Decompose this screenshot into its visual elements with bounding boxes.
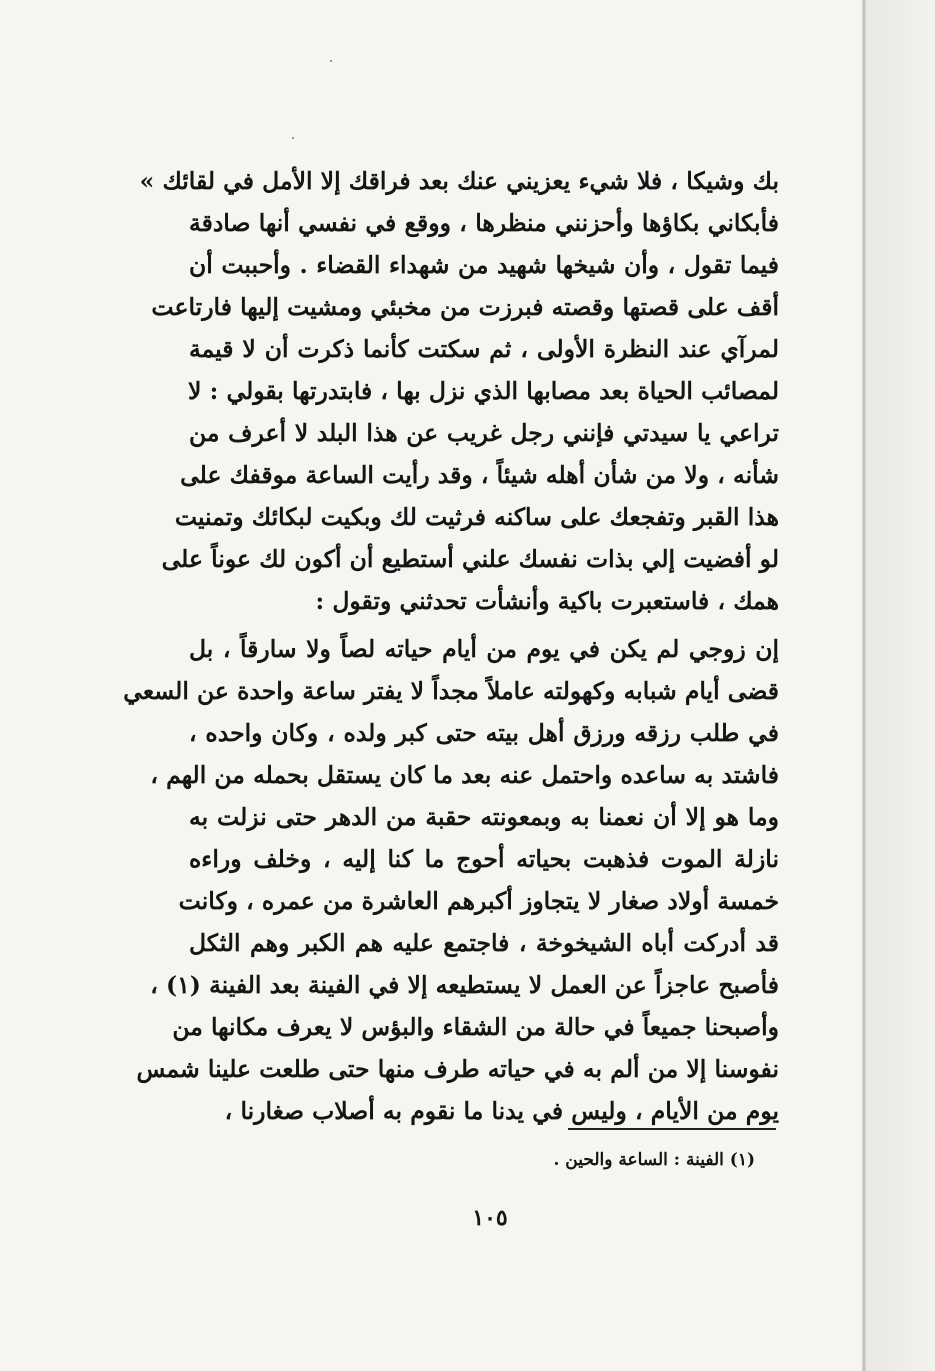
text-line: هذا القبر وتفجعك على ساكنه فرثيت لك وبكيت لبكائك وتمنيت (174, 503, 779, 531)
text-line: خمسة أولاد صغار لا يتجاوز أكبرهم العاشرة من عمره ، وكانت (178, 887, 779, 915)
text-line: شأنه ، ولا من شأن أهله شيئاً ، وقد رأيت الساعة موقفك على (180, 461, 779, 489)
text-line: فأبكاني بكاؤها وأحزنني منظرها ، ووقع في نفسي أنها صادقة (189, 209, 779, 237)
paper-speck (330, 60, 332, 62)
text-line: لمرآي عند النظرة الأولى ، ثم سكتت كأنما ذكرت أن لا قيمة (189, 335, 779, 363)
text-line: نفوسنا إلا من ألم به في حياته طرف منها حتى طلعت علينا شمس (136, 1055, 779, 1083)
text-line: همك ، فاستعبرت باكية وأنشأت تحدثني وتقول : (315, 587, 779, 615)
text-line: قضى أيام شبابه وكهولته عاملاً مجداً لا يفتر ساعة واحدة عن السعي (123, 677, 779, 705)
text-line: يوم من الأيام ، وليس في يدنا ما نقوم به أصلاب صغارنا ، (224, 1097, 779, 1125)
text-line: وأصبحنا جميعاً في حالة من الشقاء والبؤس لا يعرف مكانها من (172, 1013, 779, 1041)
footnote: (١) الفينة : الساعة والحين . (553, 1150, 755, 1170)
text-line: تراعي يا سيدتي فإنني رجل غريب عن هذا البلد لا أعرف من (189, 419, 779, 447)
text-line: فاشتد به ساعده واحتمل عنه بعد ما كان يستقل بحمله من الهم ، (150, 761, 779, 789)
paragraph-2 (123, 628, 779, 1132)
text-line: فيما تقول ، وأن شيخها شهيد من شهداء القضاء . وأحببت أن (189, 251, 779, 279)
text-line: نازلة الموت فذهبت بحياته أحوج ما كنا إليه ، وخلف وراءه (189, 845, 779, 873)
paper-speck (292, 137, 294, 139)
text-line: أقف على قصتها وقصته فبرزت من مخبئي ومشيت إليها فارتاعت (151, 293, 779, 321)
text-line: بك وشيكا ، فلا شيء يعزيني عنك بعد فراقك إلا الأمل في لقائك » (139, 167, 779, 195)
text-line: إن زوجي لم يكن في يوم من أيام حياته لصاً ولا سارقاً ، بل (189, 635, 779, 663)
page-edge-shadow (866, 0, 935, 1371)
paragraph-1 (139, 160, 779, 622)
text-line: قد أدركت أباه الشيخوخة ، فاجتمع عليه هم الكبر وهم الثكل (189, 929, 779, 957)
text-line: وما هو إلا أن نعمنا به وبمعونته حقبة من الدهر حتى نزلت به (189, 803, 779, 831)
text-line: لو أفضيت إلي بذات نفسك علني أستطيع أن أكون لك عوناً على (161, 545, 779, 573)
text-line: في طلب رزقه ورزق أهل بيته حتى كبر ولده ، وكان واحده ، (189, 719, 779, 747)
footnote-separator (568, 1128, 776, 1130)
text-line: لمصائب الحياة بعد مصابها الذي نزل بها ، فابتدرتها بقولي : لا (188, 377, 779, 405)
text-line: فأصبح عاجزاً عن العمل لا يستطيعه إلا في الفينة بعد الفينة (١) ، (150, 971, 779, 999)
book-gutter-line (862, 0, 866, 1371)
page-number: ١٠٥ (472, 1205, 508, 1231)
